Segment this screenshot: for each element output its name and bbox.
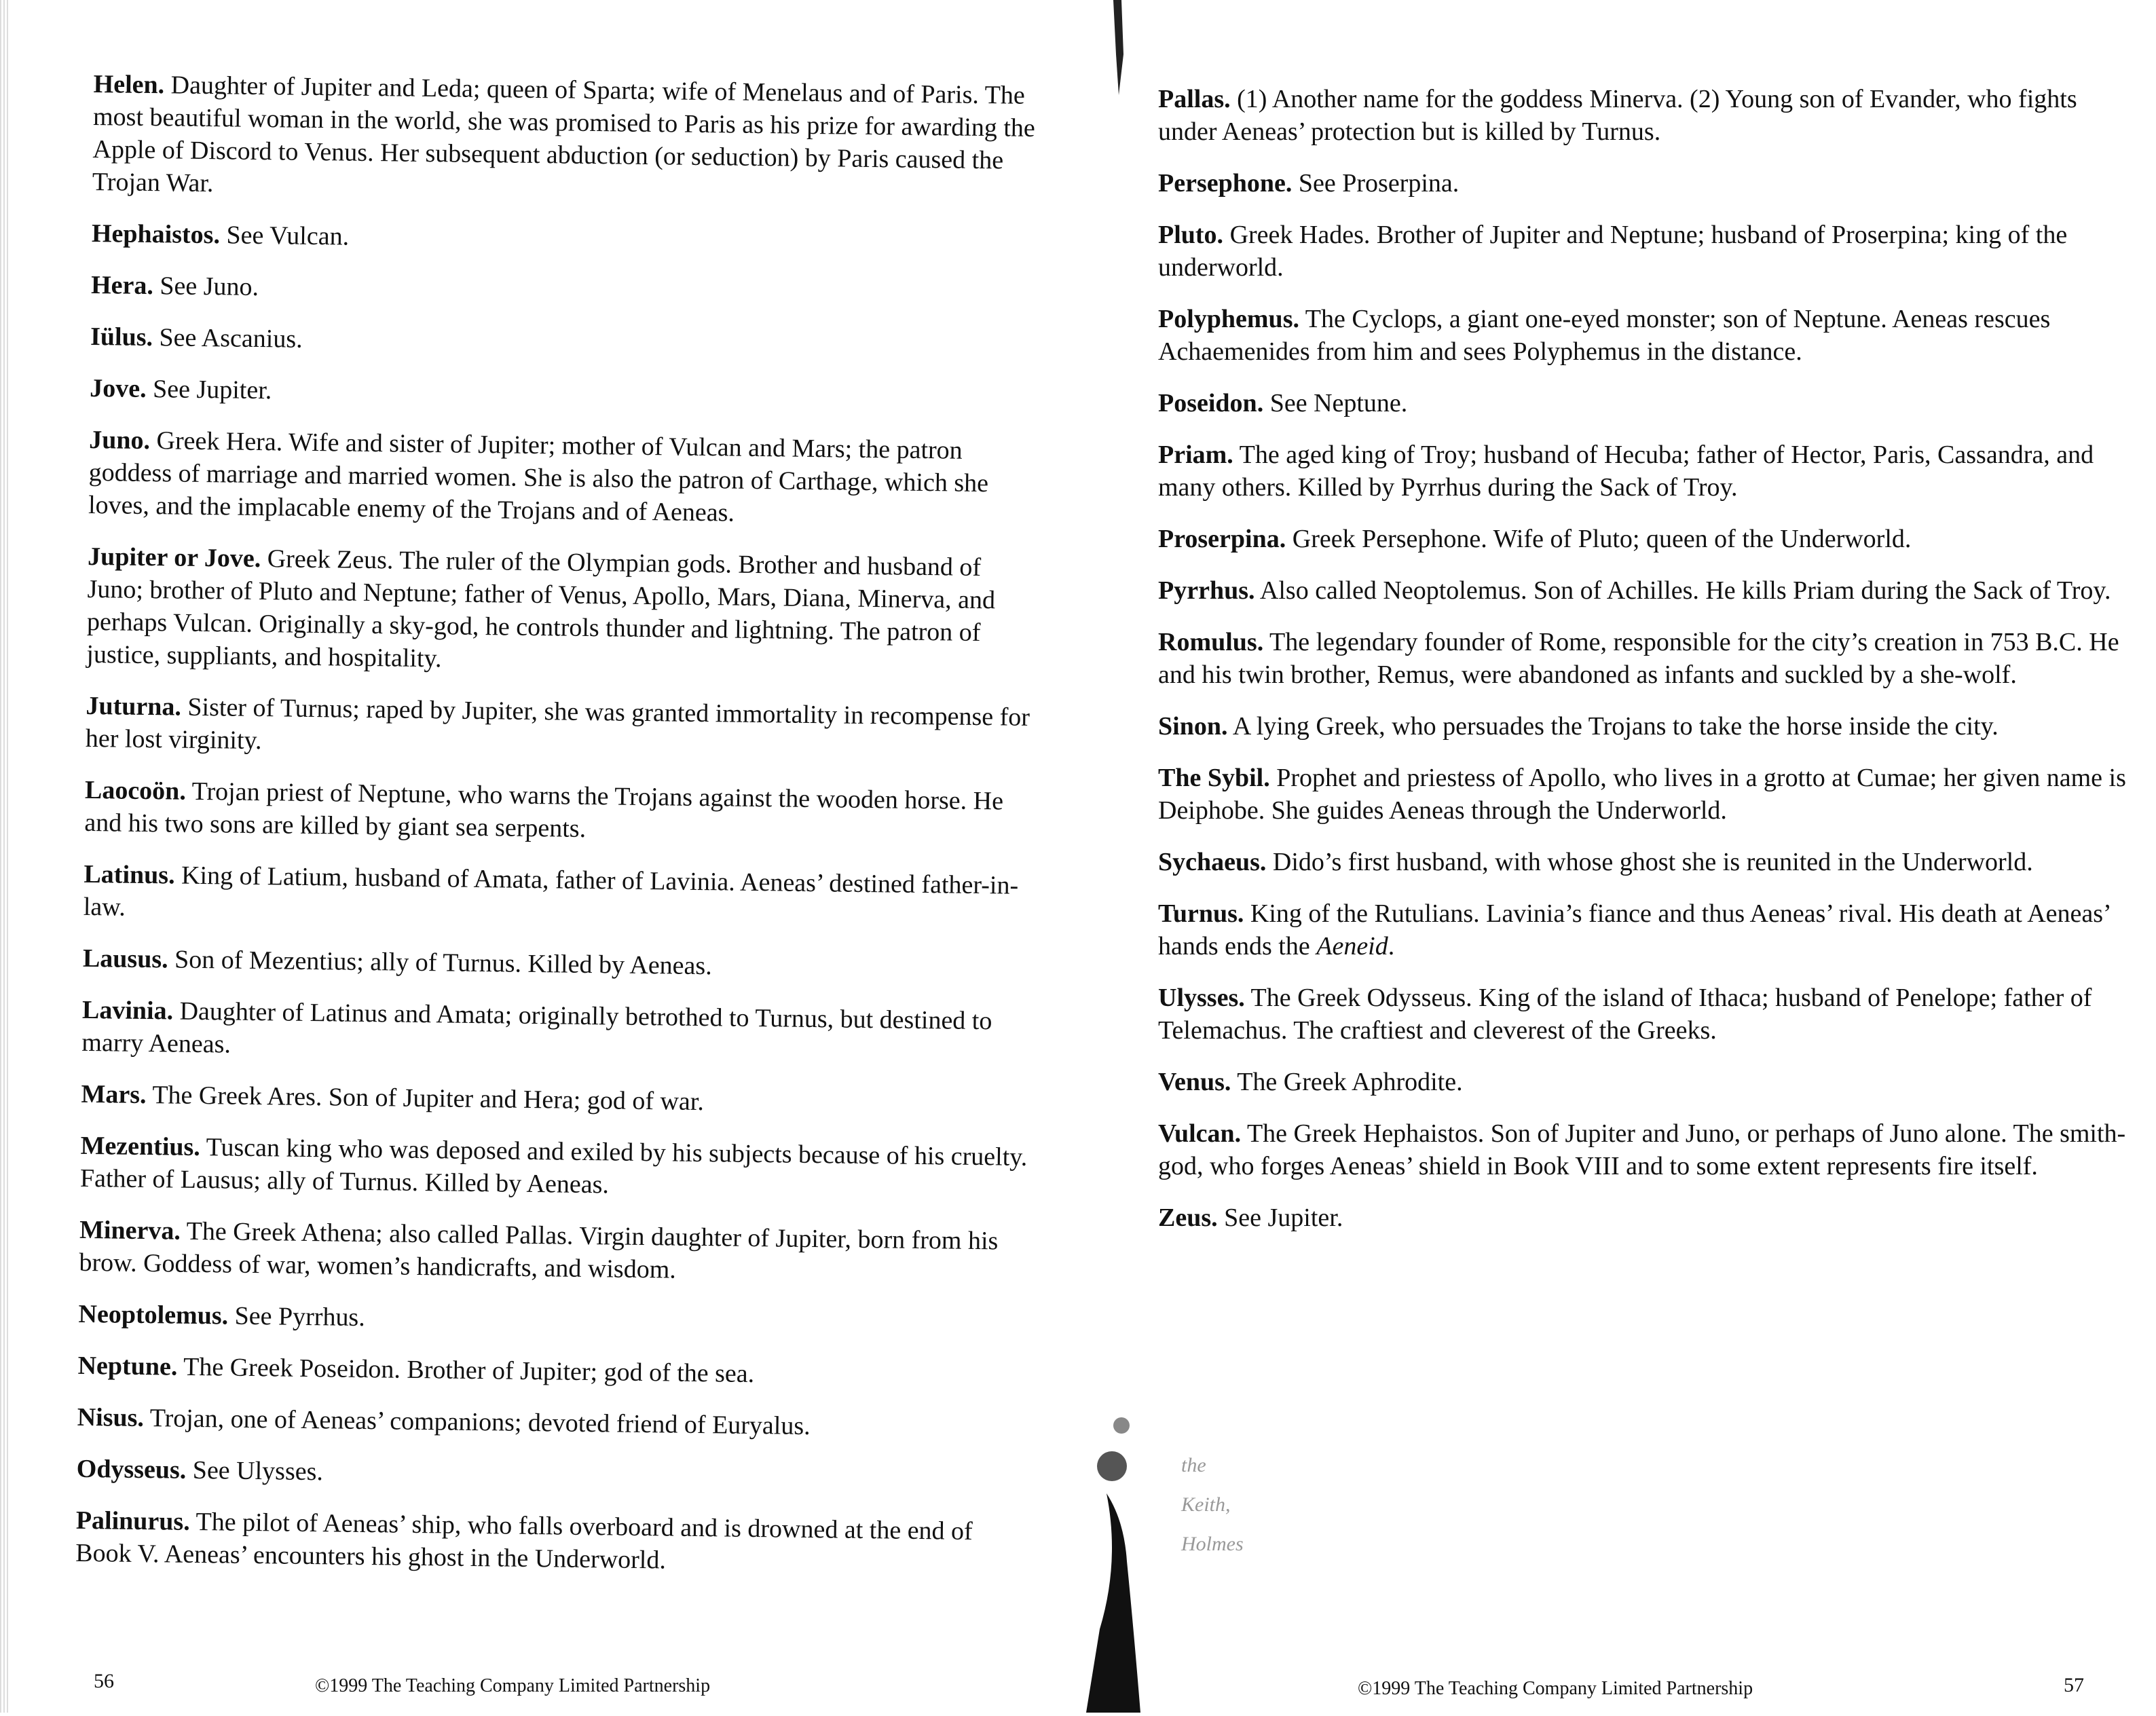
left-page: [0, 0, 1059, 1713]
glossary-entry: [1158, 83, 2136, 148]
entry-definition: Also called Neoptolemus. Son of Achilles. He kills Priam during the Sack of Troy.: [1254, 576, 2111, 605]
entry-definition: See Juno.: [153, 272, 259, 301]
entry-term: Juno.: [89, 425, 151, 455]
glossary-entry: [75, 1504, 1026, 1581]
entry-term: Proserpina.: [1158, 525, 1286, 553]
entry-term: Helen.: [93, 69, 165, 100]
entry-definition: Greek Hades. Brother of Jupiter and Neptune; husband of Proserpina; king of the underworld.: [1158, 221, 2068, 282]
glossary-entry: [83, 858, 1035, 935]
glossary-entry: [1158, 1117, 2136, 1182]
entry-definition: Daughter of Jupiter and Leda; queen of Sparta; wife of Menelaus and of Paris. The most beautiful woman in the world, she was promised to Paris as his prize for awarding the Apple of Discord to Venus. Her subsequent abduction (or seduction) by Paris caused the Trojan War.: [92, 71, 1036, 198]
glossary-entry: [1158, 574, 2136, 607]
glossary-entry: [1158, 1066, 2136, 1098]
entry-term: Zeus.: [1158, 1204, 1218, 1232]
entry-definition: The Greek Odysseus. King of the island of Ithaca; husband of Penelope; father of Telemachus. The craftiest and cleverest of the Greeks.: [1158, 984, 2092, 1045]
entry-term: Jove.: [89, 373, 147, 403]
entry-definition: (1) Another name for the goddess Minerva. (2) Young son of Evander, who fights under Aeneas’ protection but is killed by Turnus.: [1158, 85, 2077, 146]
entry-definition: See Jupiter.: [146, 374, 272, 405]
entry-definition: The Greek Aphrodite.: [1231, 1068, 1463, 1096]
glossary-entry: [84, 774, 1035, 851]
glossary-entry: [1158, 1201, 2136, 1234]
entry-term: Mezentius.: [80, 1131, 201, 1162]
glossary-entry: [1158, 710, 2136, 743]
glossary-entry: [83, 942, 1033, 986]
entry-term: Hera.: [90, 270, 154, 301]
entry-term: Pallas.: [1158, 85, 1231, 113]
entry-term: Ulysses.: [1158, 984, 1245, 1012]
glossary-entry: [1158, 167, 2136, 200]
entry-term: Pyrrhus.: [1158, 576, 1255, 605]
left-page-number: 56: [94, 1670, 114, 1692]
entry-term: Sychaeus.: [1158, 848, 1267, 876]
entry-definition: See Jupiter.: [1217, 1204, 1343, 1232]
entry-term: Neoptolemus.: [78, 1299, 229, 1330]
entry-definition: See Ascanius.: [152, 323, 303, 354]
entry-italic-title: Aeneid: [1316, 932, 1388, 960]
entry-term: Poseidon.: [1158, 389, 1264, 417]
glossary-entry: [79, 1214, 1030, 1290]
entry-definition: See Vulcan.: [219, 221, 350, 251]
glossary-entry: [88, 424, 1040, 533]
entry-definition: Prophet and priestess of Apollo, who lives in a grotto at Cumae; her given name is Deiphobe. She guides Aeneas through the Underworld.: [1158, 764, 2126, 825]
glossary-entry: [1158, 626, 2136, 691]
entry-term: Palinurus.: [75, 1506, 190, 1536]
entry-term: Nisus.: [77, 1402, 145, 1433]
entry-definition: Trojan priest of Neptune, who warns the Trojans against the wooden horse. He and his two sons are killed by giant sea serpents.: [84, 777, 1004, 843]
entry-definition: Son of Mezentius; ally of Turnus. Killed by Aeneas.: [168, 945, 712, 981]
entry-definition: Tuscan king who was deposed and exiled by his subjects because of his cruelty. Father of Lausus; ally of Turnus. Killed by Aeneas.: [79, 1133, 1028, 1199]
entry-definition: King of Latium, husband of Amata, father of Lavinia. Aeneas’ destined father-in-law.: [83, 861, 1019, 922]
glossary-entry: [1158, 523, 2136, 555]
glossary-entry: [1158, 219, 2136, 284]
entry-definition: See Neptune.: [1263, 389, 1408, 417]
entry-definition: Greek Zeus. The ruler of the Olympian gods. Brother and husband of Juno; brother of Pluto and Neptune; father of Venus, Apollo, Mars, Diana, Minerva, and perhaps Vulcan. Originally a sky-god, he controls thunder and lightning. The patron of justice, suppliants, and hospitality.: [86, 544, 996, 673]
glossary-entry: [81, 994, 1033, 1070]
bleed-through-text: [1181, 1446, 1244, 1564]
entry-term: Venus.: [1158, 1068, 1231, 1096]
entry-term: Lavinia.: [81, 995, 174, 1026]
left-glossary-column: [75, 68, 1044, 1600]
glossary-entry: [1158, 762, 2136, 827]
right-page-footer: ©1999 The Teaching Company Limited Partnership: [1358, 1678, 1753, 1699]
glossary-entry: [76, 1453, 1026, 1497]
glossary-entry: [91, 269, 1041, 313]
glossary-entry: [1158, 846, 2136, 878]
entry-definition: The aged king of Troy; husband of Hecuba; father of Hector, Paris, Cassandra, and many others. Killed by Pyrrhus during the Sack of Troy.: [1158, 441, 2094, 502]
entry-definition: King of the Rutulians. Lavinia’s fiance and thus Aeneas’ rival. His death at Aeneas’ hands ends the: [1158, 899, 2110, 960]
entry-definition: Trojan, one of Aeneas’ companions; devoted friend of Euryalus.: [143, 1404, 811, 1441]
entry-term: Lausus.: [82, 944, 168, 974]
glossary-entry: [86, 690, 1037, 766]
entry-term: Pluto.: [1158, 221, 1224, 249]
entry-term: Vulcan.: [1158, 1119, 1242, 1148]
entry-term: Minerva.: [79, 1215, 181, 1246]
entry-term: The Sybil.: [1158, 764, 1270, 792]
glossary-entry: [81, 1078, 1031, 1122]
entry-definition: A lying Greek, who persuades the Trojans to take the horse inside the city.: [1227, 712, 1999, 741]
entry-term: Turnus.: [1158, 899, 1244, 928]
glossary-entry: [1158, 387, 2136, 419]
entry-term: Mars.: [81, 1079, 147, 1110]
entry-definition: See Proserpina.: [1292, 169, 1460, 198]
bleed-word: the: [1181, 1454, 1206, 1476]
glossary-entry: [1158, 303, 2136, 368]
right-page: [1059, 0, 2156, 1713]
entry-term: Odysseus.: [76, 1454, 187, 1485]
entry-term: Polyphemus.: [1158, 305, 1299, 333]
entry-definition: The Greek Poseidon. Brother of Jupiter; god of the sea.: [177, 1352, 755, 1389]
entry-definition: The Cyclops, a giant one-eyed monster; son of Neptune. Aeneas rescues Achaemenides from him and sees Polyphemus in the distance.: [1158, 305, 2051, 366]
entry-definition: Sister of Turnus; raped by Jupiter, she was granted immortality in recompense for her lost virginity.: [85, 692, 1030, 756]
glossary-entry: [78, 1298, 1028, 1342]
entry-definition: Daughter of Latinus and Amata; originally betrothed to Turnus, but destined to marry Aeneas.: [81, 996, 992, 1059]
entry-term: Latinus.: [83, 859, 175, 890]
glossary-entry: [1158, 439, 2136, 504]
entry-definition: See Ulysses.: [186, 1455, 324, 1487]
bleed-word: Keith,: [1181, 1493, 1231, 1516]
entry-definition: The legendary founder of Rome, responsible for the city’s creation in 753 B.C. He and his twin brother, Remus, were abandoned as infants and suckled by a she-wolf.: [1158, 628, 2119, 689]
glossary-entry: [86, 540, 1038, 682]
glossary-entry: [77, 1349, 1028, 1394]
glossary-entry: [1158, 897, 2136, 963]
entry-definition: Dido’s first husband, with whose ghost she is reunited in the Underworld.: [1266, 848, 2033, 876]
entry-term: Juturna.: [86, 691, 182, 722]
bleed-word: Holmes: [1181, 1533, 1244, 1555]
entry-definition: The pilot of Aeneas’ ship, who falls overboard and is drowned at the end of Book V. Aeneas’ encounters his ghost in the Underworld.: [75, 1507, 973, 1575]
entry-definition: The Greek Hephaistos. Son of Jupiter and Juno, or perhaps of Juno alone. The smith-god, who forges Aeneas’ shield in Book VIII and to some extent represents fire itself.: [1158, 1119, 2126, 1180]
entry-term: Romulus.: [1158, 628, 1264, 656]
entry-term: Jupiter or Jove.: [87, 542, 261, 574]
glossary-entry: [90, 320, 1041, 365]
glossary-entry: [92, 68, 1044, 210]
entry-definition: The Greek Athena; also called Pallas. Virgin daughter of Jupiter, born from his brow. Goddess of war, women’s handicrafts, and wisdom.: [79, 1216, 999, 1284]
glossary-entry: [1158, 982, 2136, 1047]
entry-definition: Greek Persephone. Wife of Pluto; queen of the Underworld.: [1286, 525, 1912, 553]
entry-definition: The Greek Ares. Son of Jupiter and Hera; god of war.: [146, 1081, 705, 1117]
right-page-number: 57: [2064, 1674, 2084, 1696]
glossary-entry: [77, 1401, 1027, 1445]
entry-term: Neptune.: [77, 1351, 178, 1381]
left-page-footer: ©1999 The Teaching Company Limited Partnership: [315, 1675, 711, 1696]
entry-term: Laocoön.: [84, 775, 187, 806]
glossary-entry: [92, 217, 1042, 261]
entry-term: Iülus.: [90, 322, 153, 352]
glossary-entry: [80, 1130, 1031, 1206]
entry-term: Persephone.: [1158, 169, 1293, 198]
entry-definition: Greek Hera. Wife and sister of Jupiter; mother of Vulcan and Mars; the patron goddess of marriage and married women. She is also the patron of Carthage, which she loves, and the implacable enemy of the Trojans and of Aeneas.: [88, 426, 989, 527]
glossary-entry: [90, 372, 1040, 416]
entry-term: Sinon.: [1158, 712, 1228, 741]
right-glossary-column: [1158, 83, 2136, 1253]
entry-term: Hephaistos.: [91, 219, 221, 250]
entry-trailing-text: .: [1388, 932, 1395, 960]
entry-term: Priam.: [1158, 441, 1233, 469]
entry-definition: See Pyrrhus.: [227, 1301, 366, 1332]
